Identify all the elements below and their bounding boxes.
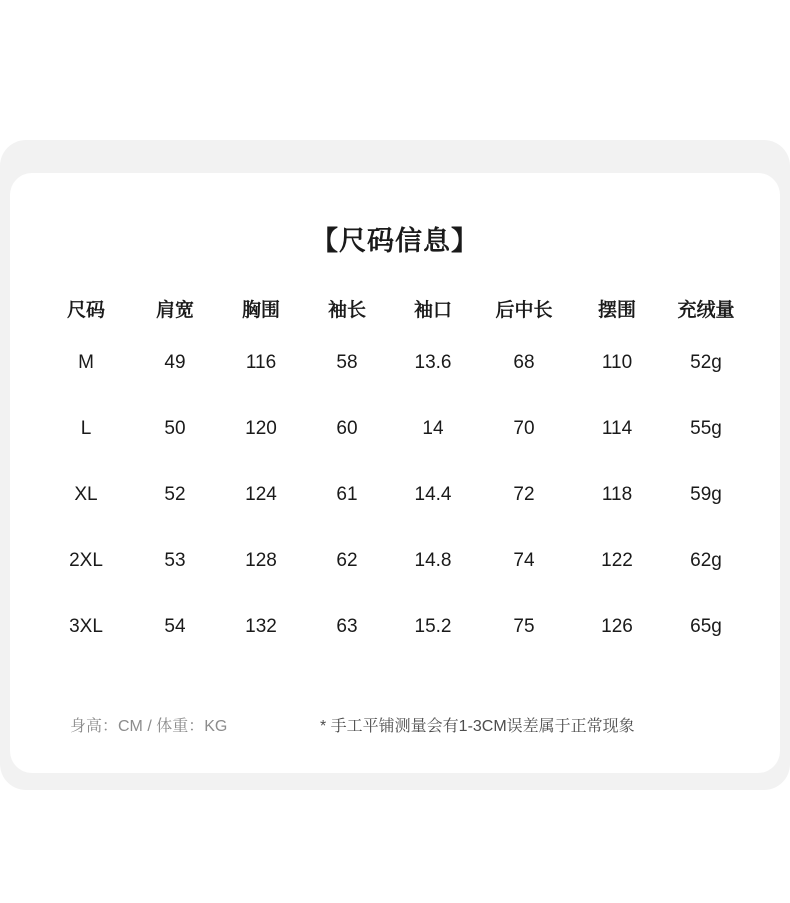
cell-sleeve-length: 61 bbox=[336, 484, 358, 505]
column-header-shoulder: 肩宽 bbox=[155, 299, 194, 321]
column-header-cuff: 袖口 bbox=[413, 299, 452, 321]
cell-size: 3XL bbox=[69, 616, 103, 637]
cell-hem: 114 bbox=[601, 418, 633, 439]
cell-back-length: 74 bbox=[513, 550, 535, 571]
footnotes bbox=[10, 713, 780, 743]
cell-shoulder: 50 bbox=[164, 418, 186, 439]
cell-cuff: 14 bbox=[422, 418, 444, 439]
cell-size: M bbox=[78, 352, 94, 373]
cell-cuff: 13.6 bbox=[414, 352, 452, 373]
column-header-size: 尺码 bbox=[66, 299, 105, 321]
cell-down-fill: 65g bbox=[690, 616, 722, 637]
cell-shoulder: 52 bbox=[164, 484, 186, 505]
cell-shoulder: 54 bbox=[164, 616, 186, 637]
cell-hem: 126 bbox=[601, 616, 633, 637]
cell-bust: 120 bbox=[245, 418, 277, 439]
cell-hem: 110 bbox=[601, 352, 633, 373]
page-title: 【尺码信息】 bbox=[311, 226, 479, 256]
table-row bbox=[40, 330, 750, 396]
cell-down-fill: 62g bbox=[690, 550, 722, 571]
cell-size: 2XL bbox=[69, 550, 103, 571]
table-row bbox=[40, 528, 750, 594]
table-row bbox=[40, 396, 750, 462]
size-info-card bbox=[10, 173, 780, 773]
table-header-row bbox=[40, 286, 750, 330]
column-header-sleeve-length: 袖长 bbox=[327, 299, 366, 321]
cell-bust: 116 bbox=[245, 352, 277, 373]
cell-sleeve-length: 60 bbox=[336, 418, 358, 439]
table-row bbox=[40, 462, 750, 528]
column-header-hem: 摆围 bbox=[597, 299, 636, 321]
table-row bbox=[40, 594, 750, 660]
measurement-units-note: 身高：CM / 体重：KG bbox=[70, 718, 228, 735]
cell-cuff: 14.8 bbox=[414, 550, 452, 571]
cell-bust: 132 bbox=[245, 616, 277, 637]
cell-sleeve-length: 62 bbox=[336, 550, 358, 571]
cell-down-fill: 55g bbox=[690, 418, 722, 439]
cell-size: L bbox=[80, 418, 92, 439]
cell-down-fill: 52g bbox=[690, 352, 722, 373]
cell-hem: 122 bbox=[601, 550, 633, 571]
cell-back-length: 75 bbox=[513, 616, 535, 637]
cell-cuff: 15.2 bbox=[414, 616, 452, 637]
cell-down-fill: 59g bbox=[690, 484, 722, 505]
cell-bust: 124 bbox=[245, 484, 277, 505]
measurement-tolerance-note: * 手工平铺测量会有1-3CM误差属于正常现象 bbox=[320, 718, 635, 735]
cell-shoulder: 53 bbox=[164, 550, 186, 571]
column-header-back-length: 后中长 bbox=[495, 299, 553, 321]
column-header-down-fill: 充绒量 bbox=[677, 299, 735, 321]
cell-back-length: 68 bbox=[513, 352, 535, 373]
cell-back-length: 72 bbox=[513, 484, 535, 505]
cell-bust: 128 bbox=[245, 550, 277, 571]
cell-sleeve-length: 58 bbox=[336, 352, 358, 373]
cell-back-length: 70 bbox=[513, 418, 535, 439]
column-header-bust: 胸围 bbox=[241, 299, 280, 321]
cell-sleeve-length: 63 bbox=[336, 616, 358, 637]
cell-hem: 118 bbox=[601, 484, 633, 505]
size-chart-table bbox=[40, 286, 750, 660]
cell-size: XL bbox=[74, 484, 98, 505]
cell-cuff: 14.4 bbox=[414, 484, 452, 505]
cell-shoulder: 49 bbox=[164, 352, 186, 373]
